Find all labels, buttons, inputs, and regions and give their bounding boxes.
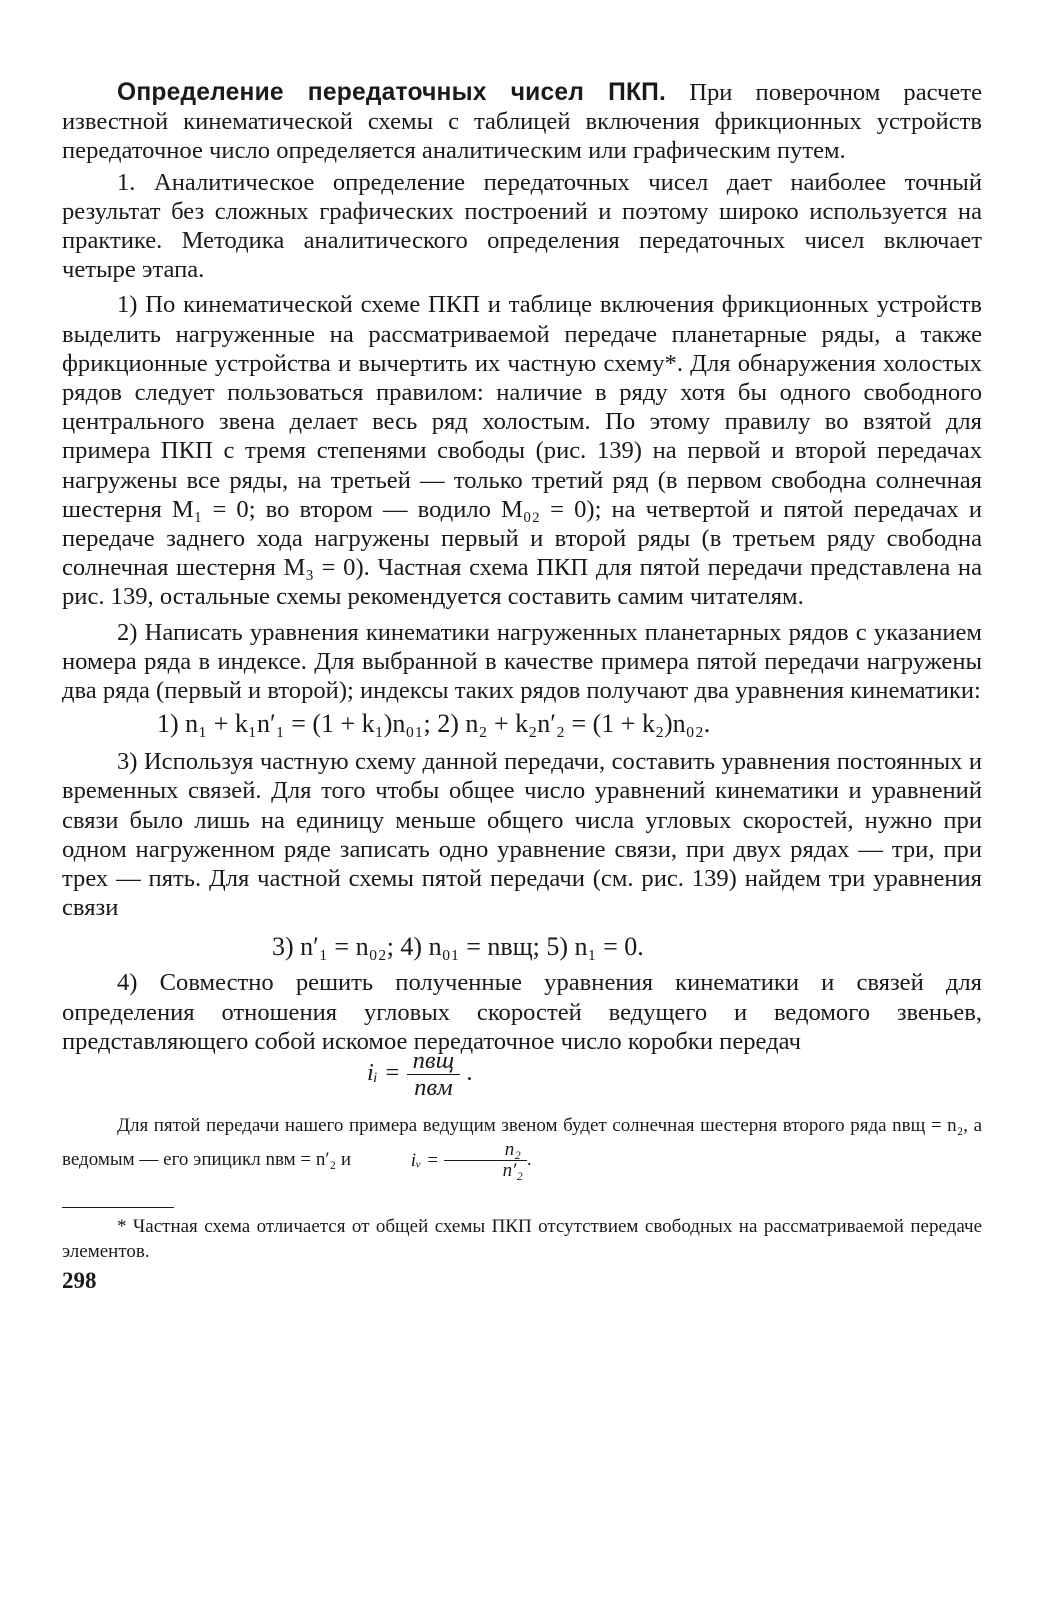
intro-paragraph (62, 78, 982, 166)
ratio-denominator: nвм (414, 1074, 453, 1102)
ratio-numerator: nвщ (407, 1048, 461, 1075)
note-ratio-numerator: n₂ (444, 1140, 527, 1161)
page-content (62, 78, 982, 1294)
note-ratio (356, 1147, 439, 1175)
example-note-text: Для пятой передачи нашего примера ведущим звеном будет солнечная шестерня второго ряда nвщ = n₂, а ведомым — его эпицикл nвм = n′₂ и (62, 1115, 982, 1170)
kinematic-equations: 1) n₁ + k₁n′₁ = (1 + k₁)n₀₁; 2) n₂ + k₂n′₂ = (1 + k₂)n₀₂. (157, 709, 711, 739)
note-ratio-fraction (444, 1140, 527, 1181)
ratio-prefix: iᵢ = (367, 1059, 401, 1087)
section-heading: Определение передаточных чисел ПКП. (117, 79, 667, 106)
paragraph-step-4: 4) Совместно решить полученные уравнения кинематики и связей для определения отношения угловых скоростей ведущего и ведомого звеньев, представляющего собой искомое передаточное число коробки передач (62, 969, 982, 1055)
paragraph-analytic-method: 1. Аналитическое определение передаточных чисел дает наиболее точный результат без сложных графических построений и поэтому широко используется на практике. Методика аналитического определения передаточных чисел включает четыре этапа. (62, 168, 982, 284)
paragraph-step-3: 3) Используя частную схему данной передачи, составить уравнения постоянных и временных связей. Для того чтобы общее число уравнений кинематики и уравнений связи было лишь на единицу меньше общего числа угловых скоростей, нужно при одном нагруженном ряде записать одно уравнение связи, при двух рядах — три, при трех — пять. Для частной схемы пятой передачи (см. рис. 139) найдем три уравнения связи (62, 748, 982, 922)
note-ratio-denominator: n′₂ (502, 1160, 523, 1182)
footnote-divider (62, 1207, 174, 1208)
note-ratio-suffix: . (526, 1148, 532, 1170)
page-number: 298 (62, 1268, 97, 1294)
footnote: * Частная схема отличается от общей схемы ПКП отсутствием свободных на рассматриваемой передаче элементов. (62, 1216, 982, 1263)
paragraph-step-1: 1) По кинематической схеме ПКП и таблице включения фрикционных устройств выделить нагруженные на рассматриваемой передаче планетарные ряды, а также фрикционные устройства и вычертить их частную схему*. Для обнаружения холостых рядов следует пользоваться правилом: наличие в ряду хотя бы одного свободного центрального звена делает весь ряд холостым. По этому правилу во взятой для примера ПКП с тремя степенями свободы (рис. 139) на первой и второй передачах нагружены все ряды, на третьей — только третий ряд (в первом свободна солнечная шестерня M₁ = 0; во втором — водило M₀₂ = 0); на четвертой и пятой передачах и передаче заднего хода нагружены первый и второй ряды (в третьем ряду свободна солнечная шестерня M₃ = 0). Частная схема ПКП для пятой передачи представлена на рис. 139, остальные схемы рекомендуется составить самим читателям. (62, 291, 982, 611)
constraint-equations: 3) n′₁ = n₀₂; 4) n₀₁ = nвщ; 5) n₁ = 0. (272, 932, 644, 962)
paragraph-step-2: 2) Написать уравнения кинематики нагруженных планетарных рядов с указанием номера ряда в индексе. Для выбранной в качестве примера пятой передачи нагружены два ряда (первый и второй); индексы таких рядов получают два уравнения кинематики: (62, 618, 982, 705)
ratio-fraction (407, 1048, 461, 1101)
intro-text: При поверочном расчете известной кинематической схемы с таблицей включения фрикционных устройств передаточное число определяется аналитическим или графическим путем. (62, 79, 982, 165)
example-note (62, 1112, 982, 1181)
ratio-suffix: . (466, 1059, 473, 1087)
note-ratio-prefix: iᵥ = (410, 1149, 439, 1171)
gear-ratio-formula (62, 1048, 982, 1108)
